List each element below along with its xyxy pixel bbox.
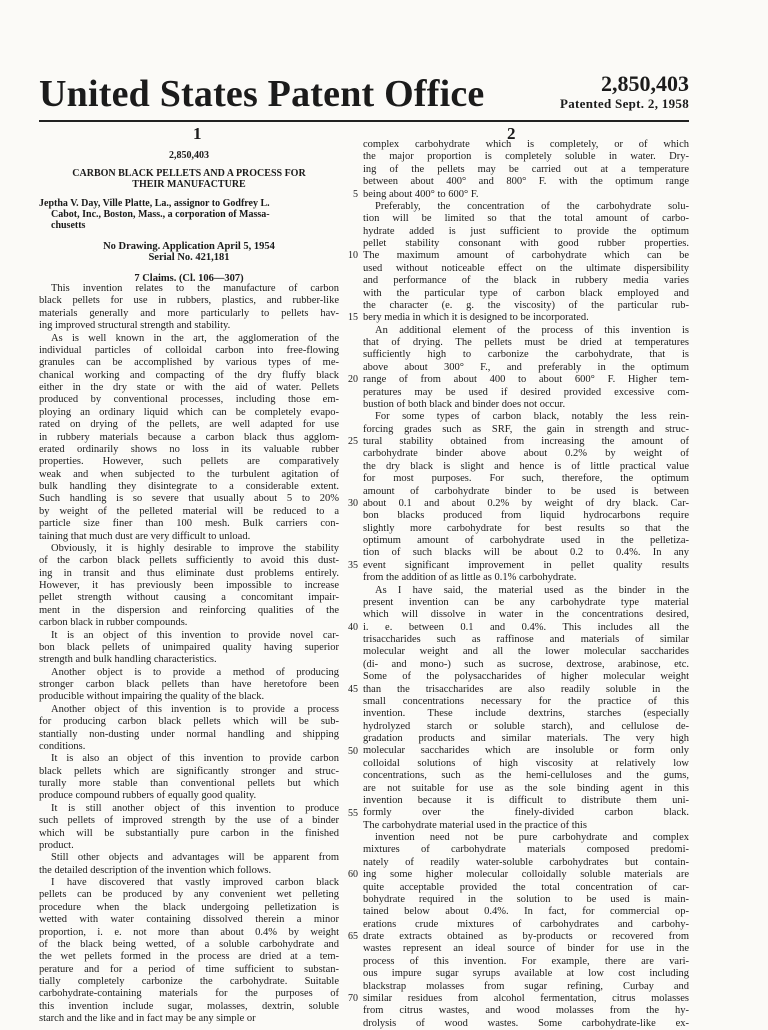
text-line: this invention include sugar, molasses, dextrin, soluble bbox=[39, 1000, 339, 1012]
text-line: perature and for a period of time sufficient to substan- bbox=[39, 963, 339, 975]
application-line-1: No Drawing. Application April 5, 1954 bbox=[103, 241, 275, 252]
text-line: rated on drying of the pellets, are well adapted for use bbox=[39, 419, 339, 431]
invention-title-line-1: CARBON BLACK PELLETS AND A PROCESS FOR bbox=[72, 168, 306, 179]
text-line: for producing carbon black pellets which will be sub- bbox=[39, 716, 339, 728]
text-line: It is also an object of this invention to provide carbon bbox=[51, 753, 339, 765]
text-line: tially completely carbonize the carbohydrate. Suitable bbox=[39, 976, 339, 987]
text-line: carbon black in rubber compounds. bbox=[39, 617, 188, 629]
text-line: strength and bulk handling characteristics. bbox=[39, 654, 217, 666]
text-line: for most purposes. For such, therefore, the optimum bbox=[363, 473, 689, 485]
line-number: 30 bbox=[348, 498, 358, 510]
text-line: bustion of both black and binder does not occur. bbox=[363, 398, 566, 410]
text-line: weak and when subjected to the turbulent agitation of bbox=[39, 468, 339, 480]
text-line: producible without impairing the quality of the black. bbox=[39, 691, 265, 703]
text-line: similar residues from alcohol fermentation, citrus molasses bbox=[363, 992, 689, 1004]
line-number: 40 bbox=[348, 621, 358, 633]
text-line: ploying an ordinary liquid which can be completely evapo- bbox=[39, 406, 339, 418]
text-line: by weight of the pelleted material will be reduced to a bbox=[39, 505, 339, 517]
right-column-text bbox=[363, 139, 689, 1030]
text-line: An additional element of the process of this invention is bbox=[375, 324, 689, 336]
text-line: complex carbohydrate which is completely, or of which bbox=[363, 139, 689, 150]
inventor-line-3: chusetts bbox=[51, 220, 86, 231]
text-line: hydrolyzed starch or soluble starch), and cellulose de- bbox=[363, 720, 689, 732]
text-line: Still other objects and advantages will be apparent from bbox=[51, 852, 339, 864]
text-line: slightly more carbohydrate for best results so that the bbox=[363, 522, 689, 534]
text-line: bery media in which it is designed to be incorporated. bbox=[363, 312, 589, 324]
text-line: mixtures of carbohydrate materials composed predomi- bbox=[363, 844, 689, 856]
line-number: 50 bbox=[348, 745, 358, 757]
text-line: black pellets which are significantly stronger and struc- bbox=[39, 765, 339, 777]
application-line-2: Serial No. 421,181 bbox=[148, 252, 230, 263]
front-matter bbox=[39, 150, 339, 284]
text-line: hydrate added is just sufficient to provide the optimum bbox=[363, 225, 689, 237]
claims-line: 7 Claims. (Cl. 106—307) bbox=[134, 273, 244, 284]
text-line: trisaccharides such as raffinose and materials of similar bbox=[363, 634, 689, 645]
text-line: starch and the like and in fact may be any simple or bbox=[39, 1013, 256, 1025]
text-line: molecular weight and all the lower molecular saccharides bbox=[363, 646, 689, 658]
text-line: It is still another object of this invention to produce bbox=[51, 802, 339, 814]
text-line: with the particular type of carbon black employed and bbox=[363, 287, 689, 299]
inventor-line-2: Cabot, Inc., Boston, Mass., a corporation of Massa- bbox=[51, 209, 270, 220]
text-line: As is well known in the art, the agglomeration of the bbox=[51, 332, 339, 344]
text-line: nately of readily water-soluble carbohydrates but contain- bbox=[363, 856, 689, 868]
line-number: 55 bbox=[348, 807, 358, 819]
text-line: tion of such blacks will be about 0.2 to 0.4%. In any bbox=[363, 547, 689, 559]
text-line: proportion, i. e. not more than about 0.4% by weight bbox=[39, 926, 339, 938]
text-line: ous impure sugar syrups available at low cost including bbox=[363, 968, 689, 980]
text-line: from citrus wastes, and wood molasses from the hy- bbox=[363, 1005, 689, 1017]
column-number-right: 2 bbox=[507, 124, 516, 143]
text-line: invention need not be pure carbohydrate and complex bbox=[375, 832, 689, 843]
text-line: Another object of this invention is to provide a process bbox=[51, 703, 339, 715]
text-line: Such handling is so severe that usually about 5 to 20% bbox=[39, 493, 339, 505]
text-line: bulk handling they disintegrate to a considerable extent. bbox=[39, 481, 339, 492]
text-line: being about 400° to 600° F. bbox=[363, 188, 479, 200]
text-line: that of drying. The pellets must be dried at temperatures bbox=[363, 337, 689, 348]
line-number: 65 bbox=[348, 931, 358, 943]
text-line: invention because it is difficult to distribute them uni- bbox=[363, 794, 689, 806]
line-number: 20 bbox=[348, 374, 358, 386]
text-line: amount of carbohydrate binder to be used is between bbox=[363, 485, 689, 497]
text-line: small concentrations necessary for the practice of this bbox=[363, 695, 689, 707]
text-line: concentrations, such as the hemi-celluloses and the gums, bbox=[363, 770, 689, 782]
text-line: Some of the polysaccharides of higher molecular weight bbox=[363, 671, 689, 683]
text-line: As I have said, the material used as the binder in the bbox=[375, 584, 689, 596]
text-line: gradation products and similar materials. The very high bbox=[363, 733, 689, 744]
text-line: i. e. between 0.1 and 0.4%. This includes all the bbox=[363, 621, 689, 633]
text-line: This invention relates to the manufacture of carbon bbox=[51, 283, 339, 294]
text-line: I have discovered that vastly improved carbon black bbox=[51, 877, 339, 888]
text-line: either in the dry state or with the aid of water. Pellets bbox=[39, 382, 339, 393]
line-number: 5 bbox=[353, 188, 358, 200]
text-line: range of from about 400 to about 600° F. Higher tem- bbox=[363, 374, 689, 386]
text-line: Preferably, the concentration of the carbohydrate solu- bbox=[375, 200, 689, 212]
text-line: than the trisaccharides are also readily soluble in the bbox=[363, 683, 689, 695]
text-line: ing improved structural strength and stability. bbox=[39, 320, 231, 332]
text-line: The maximum amount of carbohydrate which can be bbox=[363, 250, 689, 262]
text-line: optimum amount of carbohydrate used in the pelletiza- bbox=[363, 535, 689, 546]
text-line: Another object is to provide a method of producing bbox=[51, 666, 339, 678]
text-line: The carbohydrate material used in the practice of this bbox=[363, 819, 587, 831]
text-line: drate extracts obtained as by-products or recovered from bbox=[363, 931, 689, 942]
text-line: present invention can be any carbohydrate type material bbox=[363, 596, 689, 608]
line-number: 45 bbox=[348, 683, 358, 695]
text-line: from the addition of as little as 0.1% carbohydrate. bbox=[363, 572, 577, 584]
text-line: the wet pellets formed in the process are dried at a tem- bbox=[39, 951, 339, 963]
text-line: drolysis of wood wastes. Some carbohydrate-like ex- bbox=[363, 1017, 689, 1029]
text-line: turally more stable than conventional pellets but which bbox=[39, 778, 339, 789]
text-line: black pellets for use in rubbers, plastics, and rubber-like bbox=[39, 295, 339, 307]
text-line: molecular saccharides which are insoluble or form only bbox=[363, 745, 689, 757]
text-line: tion will be limited so that the total amount of carbo- bbox=[363, 213, 689, 225]
text-line: individual particles of colloidal carbon into free-flowing bbox=[39, 344, 339, 356]
text-line: ing some higher molecular colloidally soluble materials are bbox=[363, 869, 689, 881]
text-line: the character (e. g. the viscosity) of the particular rub- bbox=[363, 299, 689, 311]
text-line: the major proportion is completely soluble in water. Dry- bbox=[363, 151, 689, 163]
text-line: the detailed description of the invention which follows. bbox=[39, 864, 272, 876]
text-line: event significant improvement in pellet quality results bbox=[363, 559, 689, 571]
line-number: 70 bbox=[348, 993, 358, 1005]
text-line: quite acceptable provided the total concentration of car- bbox=[363, 881, 689, 893]
text-line: wastes represent an ideal source of binder for use in the bbox=[363, 943, 689, 955]
text-line: granules can be accomplished by various types of me- bbox=[39, 357, 339, 369]
text-line: of the black being wetted, of a soluble carbohydrate and bbox=[39, 938, 339, 950]
text-line: produced by conventional processes, including those em- bbox=[39, 394, 339, 406]
text-line: and performance of the black in rubbery media varies bbox=[363, 275, 689, 287]
patent-number: 2,850,403 bbox=[601, 71, 689, 96]
invention-title-line-2: THEIR MANUFACTURE bbox=[132, 179, 246, 190]
text-line: materials generally and more particularly to pellets hav- bbox=[39, 307, 339, 319]
line-number: 10 bbox=[348, 250, 358, 262]
text-line: which will be substantially pure carbon in the finished bbox=[39, 827, 339, 839]
text-line: about 0.1 and about 0.2% by weight of dry black. Car- bbox=[363, 497, 689, 509]
text-line: the dry black is slight and hence is of little practical value bbox=[363, 460, 689, 472]
text-line: forcing grades such as SRF, the gain in strength and struc- bbox=[363, 423, 689, 435]
text-line: pellet strength without causing a concomitant impair- bbox=[39, 592, 339, 604]
text-line: above about 300° F., and preferably in the optimum bbox=[363, 361, 689, 373]
text-line: tural stability obtained from increasing the amount of bbox=[363, 436, 689, 447]
text-line: wetted with water containing dissolved therein a minor bbox=[39, 914, 339, 926]
text-line: pellets can be produced by any convenient wet pelleting bbox=[39, 889, 339, 901]
text-line: procedure when the black undergoing pelletization is bbox=[39, 901, 339, 913]
text-line: particle size finer than 100 mesh. Bulk carriers con- bbox=[39, 518, 339, 530]
text-line: ment in the dispersion and reinforcing qualities of the bbox=[39, 604, 339, 616]
office-title: United States Patent Office bbox=[39, 73, 485, 115]
text-line: process of this invention. For example, there are vari- bbox=[363, 955, 689, 967]
text-line: However, it has previously been impossible to increase bbox=[39, 580, 339, 591]
text-line: bohydrate required in the solution to be used is main- bbox=[363, 893, 689, 905]
text-line: erations crude mixtures of carbohydrates and carbohy- bbox=[363, 918, 689, 930]
front-patent-number: 2,850,403 bbox=[169, 150, 209, 161]
text-line: pellet stability consonant with good rubber properties. bbox=[363, 238, 689, 249]
patented-date: Patented Sept. 2, 1958 bbox=[559, 96, 689, 111]
text-line: Obviously, it is highly desirable to improve the stability bbox=[51, 542, 339, 554]
text-line: sufficiently high to carbonize the carbohydrate, that is bbox=[363, 349, 689, 361]
text-line: chanical working and compacting of the dry fluffy black bbox=[39, 369, 339, 381]
line-number: 60 bbox=[348, 869, 358, 881]
line-number: 15 bbox=[348, 312, 358, 324]
text-line: (di- and mono-) such as sucrose, dextrose, arabinose, etc. bbox=[363, 658, 689, 670]
text-line: bon blacks produced from liquid hydrocarbons require bbox=[363, 510, 689, 522]
text-line: bon black pellets of unimpaired quality having superior bbox=[39, 641, 339, 653]
text-line: produce compound rubbers of equally good quality. bbox=[39, 790, 257, 802]
text-line: in rubbery materials because a carbon black thus agglom- bbox=[39, 431, 339, 443]
text-line: such pellets of improved strength by the use of a binder bbox=[39, 815, 339, 827]
text-line: tained below about 0.4%. In fact, for commercial op- bbox=[363, 906, 689, 918]
column-number-left: 1 bbox=[193, 124, 202, 143]
left-column-text bbox=[39, 283, 339, 1026]
text-line: used without noticeable effect on the ultimate dispersibility bbox=[363, 262, 689, 274]
header-rule bbox=[39, 120, 689, 122]
text-line: which will dissolve in water in the concentrations desired, bbox=[363, 609, 689, 621]
text-line: It is an object of this invention to provide novel car- bbox=[51, 629, 339, 641]
text-line: carbohydrate-containing materials for the purposes of bbox=[39, 988, 339, 1000]
text-line: of the carbon black pellets sufficiently to avoid this dust- bbox=[39, 555, 339, 567]
text-line: blackstrap molasses from sugar refining, Curbay and bbox=[363, 980, 689, 992]
text-line: peratures may be used if desired provided excessive com- bbox=[363, 386, 689, 398]
text-line: carbohydrate binder above about 0.2% by weight of bbox=[363, 448, 689, 460]
text-line: colloidal solutions of high viscosity at relatively low bbox=[363, 757, 689, 769]
text-line: stronger carbon black pellets than have heretofore been bbox=[39, 679, 339, 690]
inventor-line-1: Jeptha V. Day, Ville Platte, La., assignor to Godfrey L. bbox=[39, 198, 270, 209]
text-line: between about 400° and 800° F. with the optimum range bbox=[363, 176, 689, 188]
text-line: erated ordinarily shows no loss in its valuable rubber bbox=[39, 443, 339, 455]
text-line: ing of the pellets may be carried out at a temperature bbox=[363, 163, 689, 175]
text-line: formly over the finely-divided carbon black. bbox=[363, 807, 689, 819]
text-line: properties. However, such pellets are comparatively bbox=[39, 456, 339, 468]
text-line: For some types of carbon black, notably the less rein- bbox=[375, 411, 689, 423]
text-line: are not suitable for use as the sole binding agent in this bbox=[363, 782, 689, 794]
text-line: product. bbox=[39, 839, 74, 851]
line-number: 35 bbox=[348, 559, 358, 571]
text-line: ing in transit and thus eliminate dust problems entirely. bbox=[39, 567, 339, 579]
text-line: invention. These include dextrins, starches (especially bbox=[363, 708, 689, 720]
line-number: 25 bbox=[348, 436, 358, 448]
text-line: conditions. bbox=[39, 740, 86, 752]
text-line: taining that much dust are very difficult to unload. bbox=[39, 530, 251, 542]
text-line: stantially non-dusting under normal handling and shipping bbox=[39, 728, 339, 740]
